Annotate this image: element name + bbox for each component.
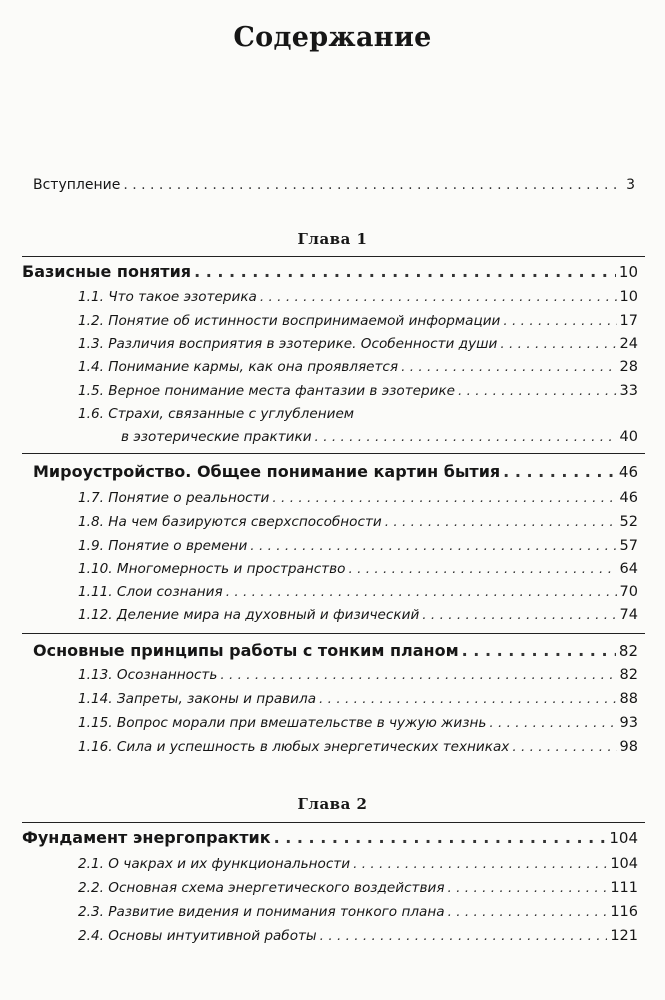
entry-label: 1.1. Что такое эзотерика — [78, 289, 257, 305]
dot-leader — [319, 690, 617, 708]
section-title: Фундамент энергопрактик — [22, 828, 271, 847]
entry-label: 2.3. Развитие видения и понимания тонкого плана — [78, 904, 445, 920]
dot-leader — [220, 666, 616, 684]
toc-section[interactable] — [22, 263, 638, 281]
entry-label[interactable]: 1.6. Страхи, связанные с углублением — [78, 406, 355, 422]
page-number: 24 — [619, 336, 638, 352]
toc-entry[interactable] — [78, 606, 638, 624]
toc-entry[interactable] — [78, 903, 638, 921]
dot-leader — [353, 855, 607, 873]
toc-entry[interactable] — [78, 879, 638, 897]
dot-leader — [272, 489, 616, 507]
toc-section[interactable] — [22, 829, 638, 847]
chapter-heading: Глава 1 — [297, 230, 368, 248]
entry-label: 1.3. Различия восприятия в эзотерике. Особенности души — [78, 336, 498, 352]
page-number: 64 — [619, 561, 638, 577]
page-number: 116 — [610, 904, 638, 920]
entry-label: 1.7. Понятие о реальности — [78, 490, 270, 506]
dot-leader — [123, 176, 623, 194]
entry-label: 1.14. Запреты, законы и правила — [78, 691, 317, 707]
page-number: 10 — [619, 289, 638, 305]
toc-entry[interactable] — [121, 428, 638, 446]
entry-label-continuation: в эзотерические практики — [121, 429, 312, 445]
dot-leader — [250, 537, 616, 555]
entry-label: 1.12. Деление мира на духовный и физический — [78, 607, 420, 623]
entry-label: 2.4. Основы интуитивной работы — [78, 928, 317, 944]
page-number: 93 — [619, 715, 638, 731]
dot-leader — [489, 714, 616, 732]
page-title: Содержание — [233, 22, 432, 53]
dot-leader — [348, 560, 616, 578]
toc-entry-intro[interactable] — [33, 176, 635, 194]
dot-leader — [401, 358, 616, 376]
page-number: 70 — [619, 584, 638, 600]
dot-leader — [500, 335, 616, 353]
section-title: Базисные понятия — [22, 262, 192, 281]
page-number: 121 — [610, 928, 638, 944]
entry-label: 1.4. Понимание кармы, как она проявляется — [78, 359, 399, 375]
divider — [22, 822, 645, 823]
toc-entry[interactable] — [78, 927, 638, 945]
page-number: 28 — [619, 359, 638, 375]
divider — [22, 633, 645, 634]
page-number: 57 — [619, 538, 638, 554]
page-number: 46 — [619, 490, 638, 506]
page-number: 111 — [610, 880, 638, 896]
entry-label: 2.2. Основная схема энергетического воздействия — [78, 880, 445, 896]
dot-leader — [422, 606, 616, 624]
dot-leader — [315, 428, 617, 446]
dot-leader — [320, 927, 608, 945]
page-number: 46 — [618, 463, 638, 481]
entry-label: 1.13. Осознанность — [78, 667, 218, 683]
toc-entry[interactable] — [78, 335, 638, 353]
dot-leader — [226, 583, 617, 601]
dot-leader — [194, 263, 616, 281]
page-number: 104 — [609, 829, 638, 847]
dot-leader — [274, 829, 607, 847]
divider — [22, 256, 645, 257]
entry-label: Вступление — [33, 177, 121, 193]
entry-label: 1.9. Понятие о времени — [78, 538, 248, 554]
dot-leader — [385, 513, 617, 531]
section-title: Мироустройство. Общее понимание картин бытия — [33, 462, 501, 481]
entry-label: 2.1. О чакрах и их функциональности — [78, 856, 351, 872]
toc-entry[interactable] — [78, 358, 638, 376]
entry-label: 1.2. Понятие об истинности воспринимаемой информации — [78, 313, 501, 329]
dot-leader — [462, 642, 616, 660]
page-number: 82 — [619, 667, 638, 683]
page-number: 88 — [619, 691, 638, 707]
entry-label: 1.10. Многомерность и пространство — [78, 561, 346, 577]
dot-leader — [458, 382, 617, 400]
page-number: 10 — [618, 263, 638, 281]
entry-label: 1.8. На чем базируются сверхспособности — [78, 514, 382, 530]
toc-entry[interactable] — [78, 666, 638, 684]
toc-entry[interactable] — [78, 583, 638, 601]
dot-leader — [260, 288, 617, 306]
toc-entry[interactable] — [78, 690, 638, 708]
chapter-heading: Глава 2 — [297, 795, 368, 813]
page-number: 3 — [626, 177, 635, 193]
dot-leader — [448, 879, 608, 897]
entry-label: 1.16. Сила и успешность в любых энергетических техниках — [78, 739, 510, 755]
toc-section[interactable] — [33, 463, 638, 481]
toc-entry[interactable] — [78, 382, 638, 400]
toc-entry[interactable] — [78, 560, 638, 578]
page-number: 82 — [618, 642, 638, 660]
section-title: Основные принципы работы с тонким планом — [33, 641, 459, 660]
page-number: 104 — [610, 856, 638, 872]
dot-leader — [503, 463, 616, 481]
divider — [22, 453, 645, 454]
entry-label: 1.11. Слои сознания — [78, 584, 223, 600]
dot-leader — [503, 312, 616, 330]
page-number: 40 — [619, 429, 638, 445]
page-number: 98 — [619, 739, 638, 755]
entry-label: 1.15. Вопрос морали при вмешательстве в чужую жизнь — [78, 715, 487, 731]
toc-entry[interactable] — [78, 537, 638, 555]
toc-entry[interactable] — [78, 513, 638, 531]
toc-section[interactable] — [33, 642, 638, 660]
toc-entry[interactable] — [78, 288, 638, 306]
toc-entry[interactable] — [78, 714, 638, 732]
page-number: 17 — [619, 313, 638, 329]
page-number: 52 — [619, 514, 638, 530]
dot-leader — [448, 903, 608, 921]
toc-entry[interactable] — [78, 738, 638, 756]
toc-entry[interactable] — [78, 855, 638, 873]
toc-entry[interactable] — [78, 312, 638, 330]
entry-label: 1.5. Верное понимание места фантазии в эзотерике — [78, 383, 456, 399]
page-number: 33 — [619, 383, 638, 399]
toc-entry[interactable] — [78, 489, 638, 507]
page-number: 74 — [619, 607, 638, 623]
dot-leader — [512, 738, 616, 756]
